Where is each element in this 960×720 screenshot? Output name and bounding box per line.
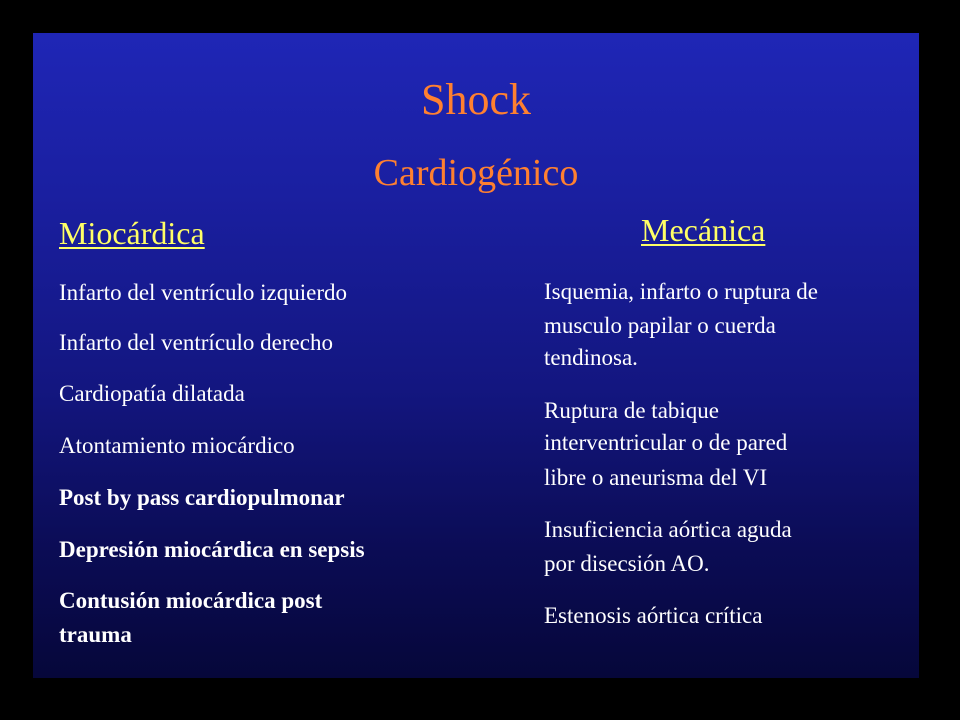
list-item: tendinosa.: [544, 345, 638, 370]
list-item: Cardiopatía dilatada: [59, 381, 245, 406]
list-item: Contusión miocárdica post: [59, 588, 323, 613]
list-item: Infarto del ventrículo derecho: [59, 330, 333, 355]
list-item: Post by pass cardiopulmonar: [59, 485, 345, 510]
list-item: musculo papilar o cuerda: [544, 313, 776, 338]
right-column-heading: Mecánica: [641, 212, 766, 248]
list-item: Isquemia, infarto o ruptura de: [544, 279, 818, 304]
list-item: Ruptura de tabique: [544, 398, 720, 423]
list-item: interventricular o de pared: [544, 430, 788, 455]
left-column-heading: Miocárdica: [59, 215, 205, 251]
list-item: Atontamiento miocárdico: [59, 433, 295, 458]
list-item: por disecsión AO.: [544, 551, 710, 576]
list-item: Estenosis aórtica crítica: [544, 603, 763, 628]
list-item: trauma: [59, 622, 132, 647]
slide: [33, 33, 919, 678]
list-item: libre o aneurisma del VI: [544, 465, 768, 490]
list-item: Infarto del ventrículo izquierdo: [59, 280, 348, 305]
list-item: Insuficiencia aórtica aguda: [544, 517, 792, 542]
slide-title: Shock: [421, 75, 531, 124]
list-item: Depresión miocárdica en sepsis: [59, 537, 365, 562]
slide-subtitle: Cardiogénico: [373, 152, 579, 194]
